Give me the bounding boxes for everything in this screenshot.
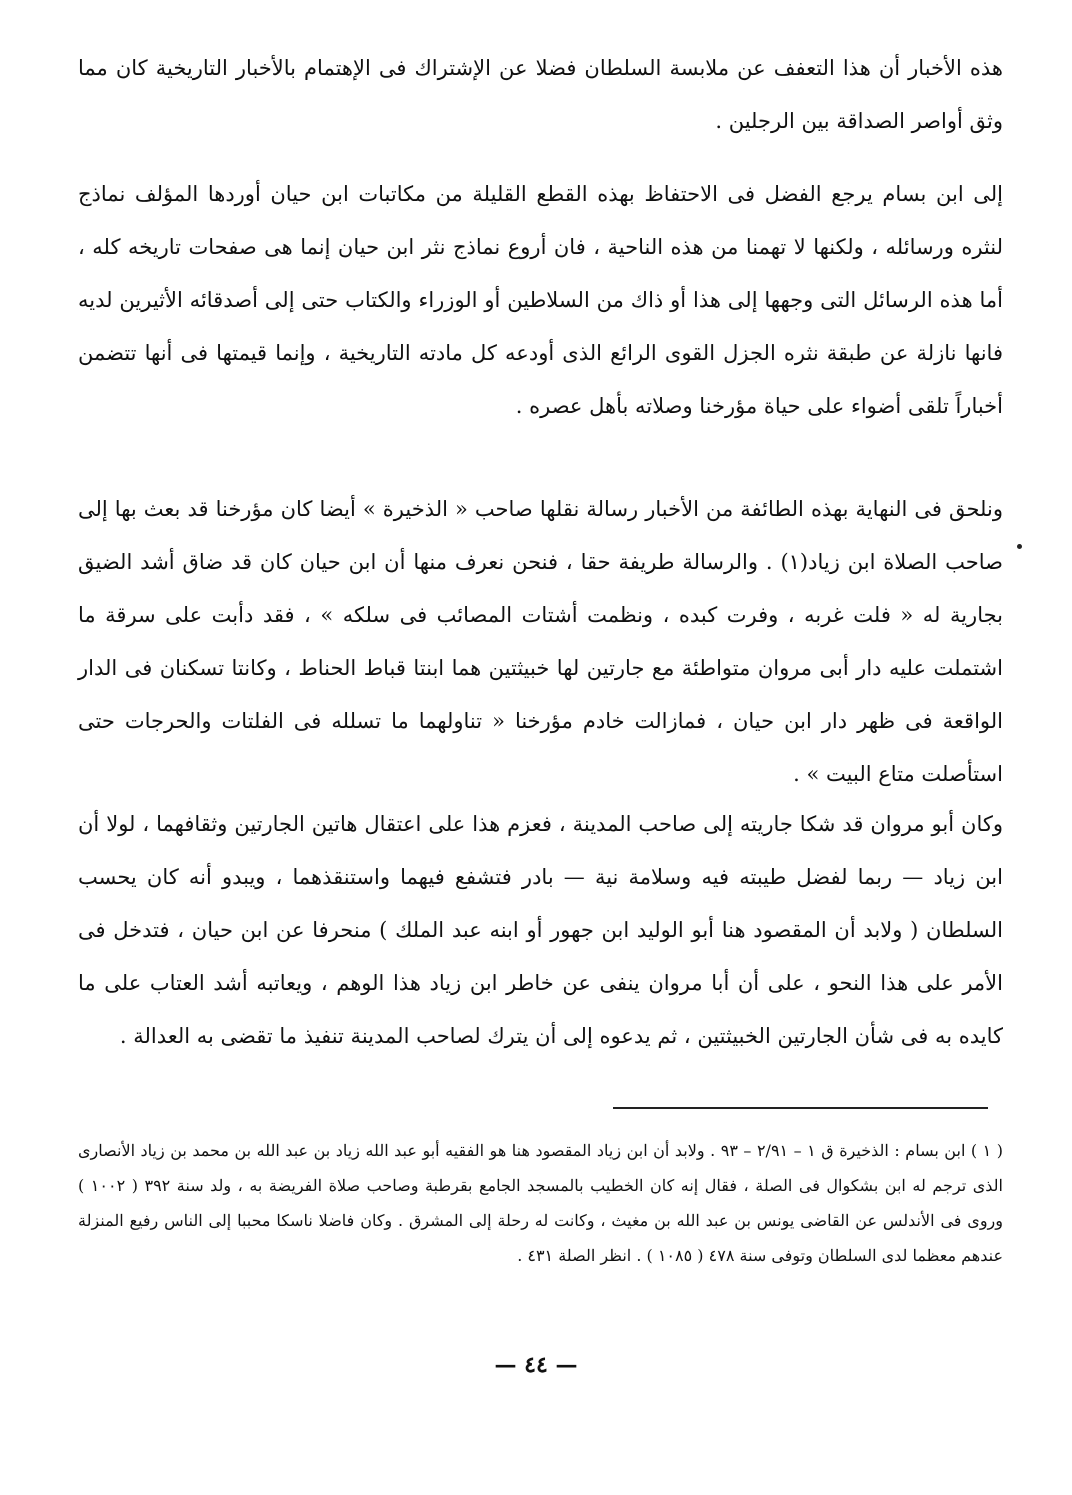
margin-mark <box>1017 544 1022 549</box>
footnote: ( ١ ) ابن بسام : الذخيرة ق ١ – ٢/٩١ – ٩٣ . ولابد أن ابن زياد المقصود هنا هو الفقيه أبو عبد الله زياد بن عبد الله بن محمد بن زياد الأنصارى الذى ترجم له ابن بشكوال فى الصلة ، فقال إنه كان الخطيب بالمسجد الجامع بقرطبة وصاحب صلاة الفريضة به ، ولد سنة ٣٩٢ ( ١٠٠٢ ) وروى فى الأندلس عن القاضى يونس بن عبد الله بن مغيث ، وكانت له رحلة إلى المشرق . وكان فاضلا ناسكا محببا إلى الناس رفيع المنزلة عندهم معظما لدى السلطان وتوفى سنة ٤٧٨ ( ١٠٨٥ ) . انظر الصلة ٤٣١ . <box>78 1141 1004 1265</box>
footnote-divider <box>613 1107 988 1109</box>
body-paragraph: ونلحق فى النهاية بهذه الطائفة من الأخبار رسالة نقلها صاحب « الذخيرة » أيضا كان مؤرخنا قد بعث بها إلى صاحب الصلاة ابن زياد(١) . والرسالة طريفة حقا ، فنحن نعرف منها أن ابن حيان كان قد ضاق أشد الضيق بجارية له « فلت غربه ، وفرت كبده ، ونظمت أشتات المصائب فى سلكه » ، فقد دأبت على سرقة ما اشتملت عليه دار أبى مروان متواطئة مع جارتين لها خبيثتين هما ابنتا قباط الحناط ، وكانتا تسكنان فى الدار الواقعة فى ظهر دار ابن حيان ، فمازالت خادم مؤرخنا « تناولهما ما تسلله فى الفلتات والحرجات حتى استأصلت متاع البيت » . <box>78 497 1003 786</box>
page-number: — ٤٤ — <box>494 1352 578 1378</box>
body-paragraph: هذه الأخبار أن هذا التعفف عن ملابسة السلطان فضلا عن الإشتراك فى الإهتمام بالأخبار التاريخية كان مما وثق أواصر الصداقة بين الرجلين . <box>78 56 1003 133</box>
body-paragraph: إلى ابن بسام يرجع الفضل فى الاحتفاظ بهذه القطع القليلة من مكاتبات ابن حيان أوردها المؤلف نماذج لنثره ورسائله ، ولكنها لا تهمنا من هذه الناحية ، فان أروع نماذج نثر ابن حيان إنما هى صفحات تاريخه كله ، أما هذه الرسائل التى وجهها إلى هذا أو ذاك من السلاطين أو الوزراء والكتاب حتى إلى أصدقائه الأثيرين لديه فانها نازلة عن طبقة نثره الجزل القوى الرائع الذى أودعه كل مادته التاريخية ، وإنما قيمتها فى أنها تتضمن أخباراً تلقى أضواء على حياة مؤرخنا وصلاته بأهل عصره . <box>78 182 1003 418</box>
body-paragraph: وكان أبو مروان قد شكا جاريته إلى صاحب المدينة ، فعزم هذا على اعتقال هاتين الجارتين وثقافهما ، لولا أن ابن زياد — ربما لفضل طيبته فيه وسلامة نية — بادر فتشفع فيهما واستنقذهما ، ويبدو أنه كان يحسب السلطان ( ولابد أن المقصود هنا أبو الوليد ابن جهور أو ابنه عبد الملك ) منحرفا عن ابن حيان ، فتدخل فى الأمر على هذا النحو ، على أن أبا مروان ينفى عن خاطر ابن زياد هذا الوهم ، ويعاتبه أشد العتاب على ما كايده به فى شأن الجارتين الخبيثتين ، ثم يدعوه إلى أن يترك لصاحب المدينة تنفيذ ما تقضى به العدالة . <box>78 812 1003 1048</box>
